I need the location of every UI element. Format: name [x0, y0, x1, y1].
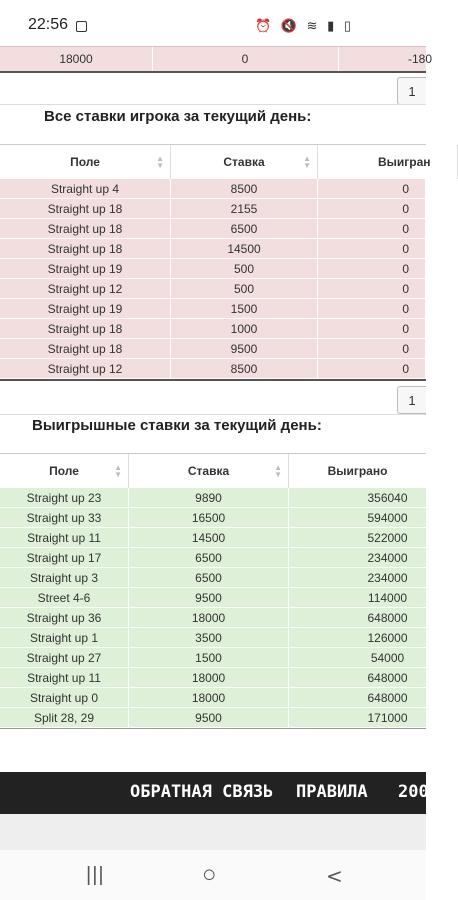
column-header-label: Поле	[70, 155, 100, 169]
table-cell: 0	[318, 199, 426, 218]
sort-icon[interactable]: ▲ ▼	[303, 154, 311, 170]
table-cell: 18000	[0, 47, 153, 71]
table-row	[0, 688, 426, 708]
table-cell: 648000	[367, 690, 408, 705]
sort-icon[interactable]: ▲ ▼	[274, 463, 282, 479]
sort-icon[interactable]: ▲ ▼	[156, 154, 164, 170]
system-nav-bar	[0, 850, 426, 900]
table-cell: 594000	[367, 510, 408, 525]
table-cell: 14500	[129, 528, 289, 547]
back-icon[interactable]: <	[326, 864, 343, 888]
section-title-all-bets: Все ставки игрока за текущий день:	[44, 108, 312, 125]
table-cell: Straight up 1	[0, 628, 129, 647]
table-row	[0, 299, 426, 319]
home-icon[interactable]: ○	[202, 861, 217, 888]
table-cell: Straight up 18	[0, 219, 171, 238]
table-cell: 171000	[367, 710, 408, 725]
section-title-winning-bets: Выигрышные ставки за текущий день:	[32, 417, 322, 434]
footer-link-feedback[interactable]: ОБРАТНАЯ СВЯЗЬ	[130, 782, 274, 802]
table-cell: 54000	[370, 650, 405, 665]
column-header-field[interactable]	[0, 145, 171, 179]
table-cell: 0	[318, 179, 426, 198]
table-row	[0, 588, 426, 608]
table-cell: Straight up 27	[0, 648, 129, 667]
status-bar	[0, 0, 426, 46]
table-row	[0, 179, 426, 199]
table-row	[0, 568, 426, 588]
table-row	[0, 648, 426, 668]
table-cell: -180	[408, 52, 433, 66]
table-row	[0, 488, 426, 508]
table-cell: 522000	[367, 530, 408, 545]
table-cell: Straight up 18	[0, 199, 171, 218]
table-cell: 500	[171, 279, 318, 298]
table-cell: Straight up 18	[0, 239, 171, 258]
table-cell: 0	[152, 47, 339, 71]
table-cell: 114000	[367, 590, 408, 605]
divider	[0, 414, 426, 415]
table-cell: 648000	[367, 610, 408, 625]
column-header-bet[interactable]	[171, 145, 318, 179]
column-header-label: Выигран	[378, 155, 431, 169]
table-row	[0, 339, 426, 359]
table-cell: Straight up 19	[0, 299, 171, 318]
status-time: 22:56	[28, 16, 69, 33]
table-cell: Straight up 12	[0, 359, 171, 378]
table-cell: 6500	[171, 219, 318, 238]
table-cell: 1000	[171, 319, 318, 338]
table-cell: Straight up 0	[0, 688, 129, 707]
table-row	[0, 219, 426, 239]
table-cell: 356040	[367, 490, 408, 505]
table-cell: 9500	[171, 339, 318, 358]
table-cell: 126000	[367, 630, 408, 645]
table-row	[0, 708, 426, 728]
table-cell: 3500	[129, 628, 289, 647]
table-cell: 8500	[171, 359, 318, 378]
table-row	[0, 548, 426, 568]
table-row	[0, 259, 426, 279]
table-row	[0, 239, 426, 259]
table-cell: 0	[318, 359, 426, 378]
table-cell: 9500	[129, 588, 289, 607]
column-header-label: Поле	[49, 464, 79, 478]
table-cell: Straight up 3	[0, 568, 129, 587]
column-header-win[interactable]	[289, 454, 426, 488]
table-row	[0, 508, 426, 528]
table-cell: 6500	[129, 568, 289, 587]
sort-icon[interactable]: ▲ ▼	[114, 463, 122, 479]
table-cell: 9500	[129, 708, 289, 727]
table-row	[0, 608, 426, 628]
table-cell: Straight up 36	[0, 608, 129, 627]
table-cell: Split 28, 29	[0, 708, 129, 727]
table-cell: 1500	[129, 648, 289, 667]
table-cell: 14500	[171, 239, 318, 258]
table-header	[0, 453, 426, 490]
table-cell: 9890	[129, 488, 289, 507]
table-cell: 18000	[129, 608, 289, 627]
table-row	[0, 279, 426, 299]
table-cell: 0	[318, 239, 426, 258]
table-cell: 18000	[129, 688, 289, 707]
table-cell: Straight up 11	[0, 668, 129, 687]
table-cell: 500	[171, 259, 318, 278]
column-header-label: Выиграно	[327, 464, 388, 478]
status-icons: ⏰ 🔇 ≋ ▮ ▯	[254, 18, 354, 33]
column-header-label: Ставка	[187, 464, 230, 478]
table-cell: 234000	[367, 550, 408, 565]
table-cell: 2155	[171, 199, 318, 218]
table-cell: 234000	[367, 570, 408, 585]
table-cell: Straight up 11	[0, 528, 129, 547]
table-cell: Straight up 4	[0, 179, 171, 198]
table-row	[0, 359, 426, 379]
table-cell: 8500	[171, 179, 318, 198]
table-row	[0, 319, 426, 339]
table-cell: 0	[318, 259, 426, 278]
table-row	[0, 668, 426, 688]
table-cell: 0	[318, 319, 426, 338]
table-row	[0, 528, 426, 548]
page-bottom-area	[0, 814, 426, 850]
table-cell: Straight up 18	[0, 319, 171, 338]
table-cell: 648000	[367, 670, 408, 685]
table-cell: 6500	[129, 548, 289, 567]
footer-link-more[interactable]: 200	[398, 782, 429, 802]
table-bottom-border	[0, 379, 426, 381]
table-cell: 1500	[171, 299, 318, 318]
table-cell: 0	[318, 339, 426, 358]
footer-bar	[0, 772, 429, 814]
table-cell: 0	[318, 279, 426, 298]
pagination-page-button[interactable]: 1	[397, 77, 426, 105]
table-row	[0, 628, 426, 648]
table-row	[0, 199, 426, 219]
table-bottom-border	[0, 728, 426, 729]
table-cell: Street 4-6	[0, 588, 129, 607]
table-cell: Straight up 33	[0, 508, 129, 527]
column-header-win[interactable]	[318, 145, 458, 179]
column-header-bet[interactable]	[129, 454, 289, 488]
divider	[0, 104, 426, 105]
table-cell: 0	[318, 299, 426, 318]
table-cell: 0	[318, 219, 426, 238]
table-cell: 18000	[129, 668, 289, 687]
table-cell: Straight up 17	[0, 548, 129, 567]
notification-icon	[76, 21, 87, 32]
table-header	[0, 144, 431, 181]
footer-link-rules[interactable]: ПРАВИЛА	[296, 782, 368, 802]
recent-apps-icon[interactable]: |||	[86, 864, 105, 886]
pagination-page-button[interactable]: 1	[397, 386, 426, 414]
column-header-label: Ставка	[223, 155, 265, 169]
table-cell: Straight up 19	[0, 259, 171, 278]
table-cell: Straight up 18	[0, 339, 171, 358]
table-cell: 16500	[129, 508, 289, 527]
table-cell: Straight up 23	[0, 488, 129, 507]
column-header-field[interactable]	[0, 454, 129, 488]
table-cell: Straight up 12	[0, 279, 171, 298]
table-row	[0, 46, 433, 73]
